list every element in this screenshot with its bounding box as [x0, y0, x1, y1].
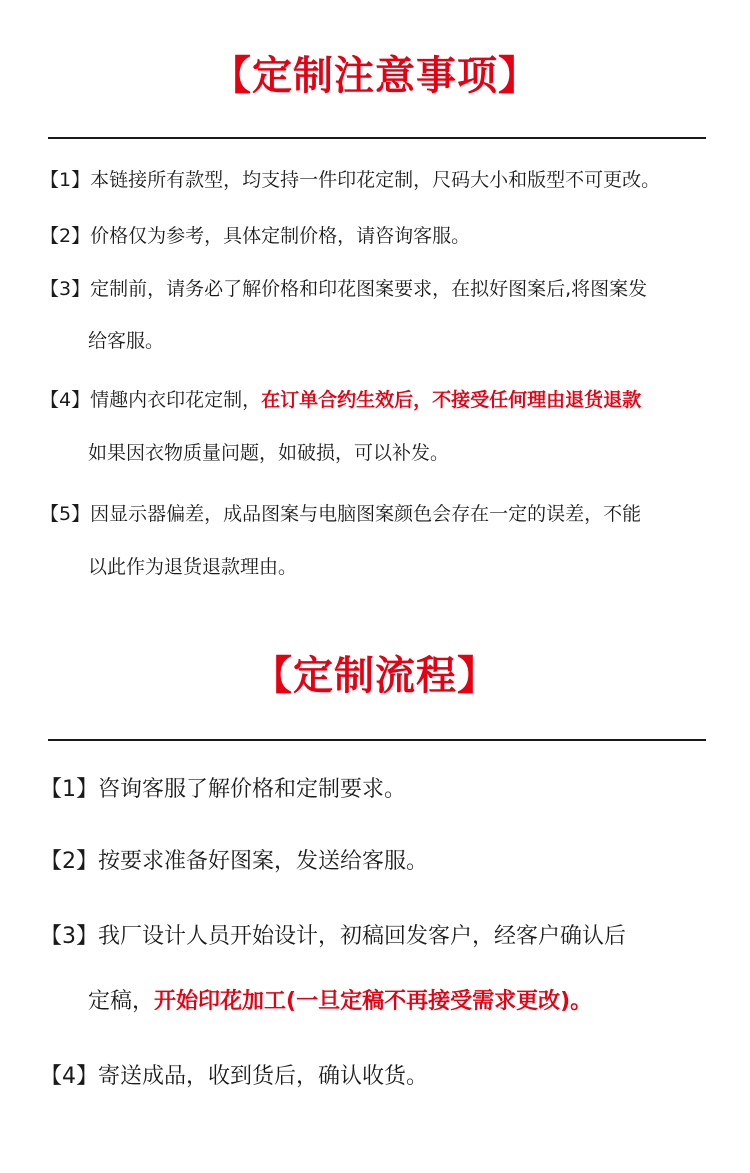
notes-item-3-continuation: 给客服。 [88, 330, 165, 352]
process-step-3-continuation [88, 986, 592, 1018]
notes-item-3 [40, 275, 647, 303]
process-step-3 [40, 921, 626, 953]
step-highlight: 开始印花加工(一旦定稿不再接受需求更改)。 [154, 989, 593, 1014]
notes-item-5-continuation: 以此作为退货退款理由。 [88, 556, 298, 578]
item-text: 情趣内衣印花定制， [90, 389, 262, 411]
item-marker: 【1】 [40, 169, 91, 191]
notes-divider [48, 137, 706, 139]
item-text: 因显示器偏差，成品图案与电脑图案颜色会存在一定的误差，不能 [90, 503, 642, 525]
process-step-2 [40, 846, 428, 878]
item-text: 本链接所有款型，均支持一件印花定制，尺码大小和版型不可更改。 [90, 169, 661, 191]
item-text: 价格仅为参考，具体定制价格，请咨询客服。 [90, 225, 471, 247]
notes-title: 【定制注意事项】 [211, 53, 539, 99]
step-text: 定稿， [88, 989, 155, 1014]
step-marker: 【2】 [40, 849, 98, 874]
notes-item-4-continuation: 如果因衣物质量问题，如破损，可以补发。 [88, 442, 450, 464]
process-step-1 [40, 774, 406, 806]
notes-item-2 [40, 222, 470, 250]
item-text: 定制前，请务必了解价格和印花图案要求，在拟好图案后,将图案发 [90, 278, 648, 300]
item-marker: 【3】 [40, 278, 91, 300]
process-divider [48, 739, 706, 741]
item-highlight: 在订单合约生效后，不接受任何理由退货退款 [261, 389, 642, 411]
step-text: 按要求准备好图案，发送给客服。 [98, 849, 429, 874]
step-text: 我厂设计人员开始设计，初稿回发客户，经客户确认后 [98, 924, 627, 949]
step-marker: 【1】 [40, 777, 98, 802]
step-marker: 【4】 [40, 1064, 98, 1089]
notes-item-5 [40, 500, 641, 528]
process-title: 【定制流程】 [252, 653, 498, 699]
step-text: 寄送成品，收到货后，确认收货。 [98, 1064, 429, 1089]
process-step-4 [40, 1061, 428, 1093]
notes-item-1 [40, 166, 660, 194]
notes-item-4 [40, 386, 641, 414]
step-marker: 【3】 [40, 924, 98, 949]
step-text: 咨询客服了解价格和定制要求。 [98, 777, 407, 802]
item-marker: 【5】 [40, 503, 91, 525]
item-marker: 【4】 [40, 389, 91, 411]
item-marker: 【2】 [40, 225, 91, 247]
